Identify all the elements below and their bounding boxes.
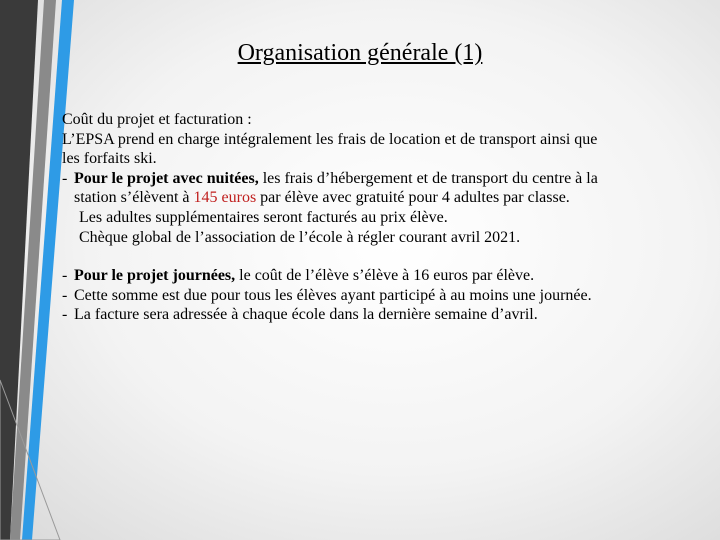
bullet-text: Cette somme est due pour tous les élèves ayant participé à au moins une journée. xyxy=(74,286,592,304)
bullet-dash: - xyxy=(62,169,68,187)
bullet-text: le coût de l’élève s’élève à 16 euros par élève. xyxy=(235,267,535,285)
bullet-item xyxy=(62,266,692,286)
bullet-text: les frais d’hébergement et de transport du centre à la xyxy=(258,169,598,187)
body-line: Coût du projet et facturation : xyxy=(62,111,252,128)
body-line: L’EPSA prend en charge intégralement les frais de location et de transport ainsi que xyxy=(62,130,598,148)
bullet-continuation: Chèque global de l’association de l’école à régler courant avril 2021. xyxy=(79,228,521,246)
slide-body xyxy=(62,110,692,325)
bullet-bold-lead: Pour le projet journées, xyxy=(74,267,236,285)
body-line: les forfaits ski. xyxy=(62,150,157,168)
bullet-item xyxy=(62,169,692,189)
price-highlight: 145 euros xyxy=(193,189,257,207)
bullet-item xyxy=(62,286,692,306)
bullet-bold-lead: Pour le projet avec nuitées, xyxy=(74,169,259,187)
bullet-dash: - xyxy=(62,286,68,304)
bullet-dash: - xyxy=(62,267,68,285)
spacer xyxy=(62,247,692,266)
bullet-text: par élève avec gratuité pour 4 adultes par classe. xyxy=(256,189,570,207)
bullet-text: station s’élèvent à xyxy=(74,189,194,207)
bullet-dash: - xyxy=(62,306,68,324)
bullet-text: La facture sera adressée à chaque école dans la dernière semaine d’avril. xyxy=(74,306,538,324)
slide-title: Organisation générale (1) xyxy=(237,40,483,66)
bullet-continuation xyxy=(62,188,692,208)
bullet-item xyxy=(62,305,692,325)
bullet-continuation: Les adultes supplémentaires seront facturés au prix élève. xyxy=(79,208,448,226)
